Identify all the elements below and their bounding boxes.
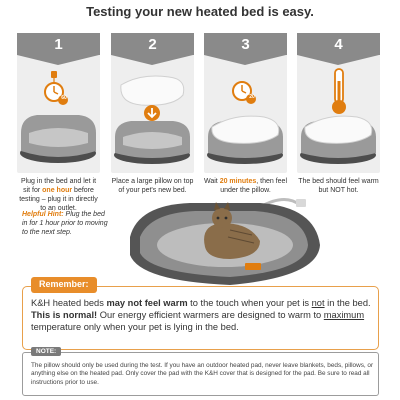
note-box [22, 348, 379, 396]
note-label: NOTE: [31, 347, 61, 356]
clock-icon [45, 83, 68, 105]
step-1-header [17, 33, 100, 55]
step-2-number: 2 [148, 36, 157, 53]
remember-text-part: in the bed. [324, 298, 371, 308]
step-3-header [204, 33, 287, 55]
step-1-text-pre: Plug in the bed and let it sit for [20, 178, 97, 194]
remember-text-bold: This is normal! [31, 310, 98, 320]
step-3-text-post: , then feel under the pillow. [220, 178, 288, 194]
step-3-illustration [204, 55, 287, 173]
remember-text-part: Our energy efficient warmers are designed to warm to [97, 310, 324, 320]
step-2-header [111, 33, 194, 55]
step-3-clock-badge: 20 [249, 94, 255, 100]
remember-text-part: K&H heated beds [31, 298, 107, 308]
down-arrow-icon [144, 105, 160, 121]
remember-text-underline: not [311, 298, 325, 308]
remember-text-bold: may not feel warm [106, 298, 188, 308]
step-2-illustration [111, 55, 194, 173]
step-2-text-pre: Place a large pillow on top of your pet's new bed. [111, 178, 194, 194]
remember-box [22, 279, 379, 350]
remember-text-underline: maximum [323, 310, 365, 320]
step-4-number: 4 [334, 36, 343, 53]
step-1-number: 1 [54, 36, 63, 53]
step-3-text-highlight: 20 minutes [219, 178, 257, 185]
step-1-clock-badge: 60 [61, 95, 67, 101]
remember-label: Remember: [31, 277, 97, 293]
pet-bed-photo [110, 185, 350, 290]
step-1-illustration [17, 55, 100, 173]
hint-label: Helpful Hint: [22, 211, 64, 218]
remember-text-part: temperature only when your pet is lying in the bed. [31, 322, 239, 332]
clock-icon [233, 82, 256, 104]
step-1-card [17, 33, 100, 211]
hint-text: Plug the bed in for 1 hour prior to moving to the next step. [22, 211, 108, 236]
step-3-text-pre: Wait [204, 178, 220, 185]
note-text: The pillow should only be used during the test. If you have an outdoor heated pad, never leave blankets, beds, pillows, or anything else on the heated pad. Only cover the pad with the K&H cover that is designed for the pad. Be sure to read all instructions prior to use. [31, 362, 374, 386]
thermometer-icon [332, 69, 346, 114]
step-1-text [17, 177, 100, 213]
page-title: Testing your new heated bed is easy. [86, 4, 314, 19]
step-3-number: 3 [241, 36, 250, 53]
remember-text [31, 297, 373, 333]
step-4-text-pre: The bed should feel warm but NOT hot. [298, 178, 379, 194]
step-1-text-highlight: one hour [42, 187, 73, 194]
step-1-text-post: before testing – plug it in directly to an outlet. [19, 187, 98, 212]
helpful-hint [22, 210, 110, 237]
step-4-illustration [297, 55, 380, 173]
step-4-header [297, 33, 380, 55]
remember-text-part: to the touch when your pet is [187, 298, 312, 308]
